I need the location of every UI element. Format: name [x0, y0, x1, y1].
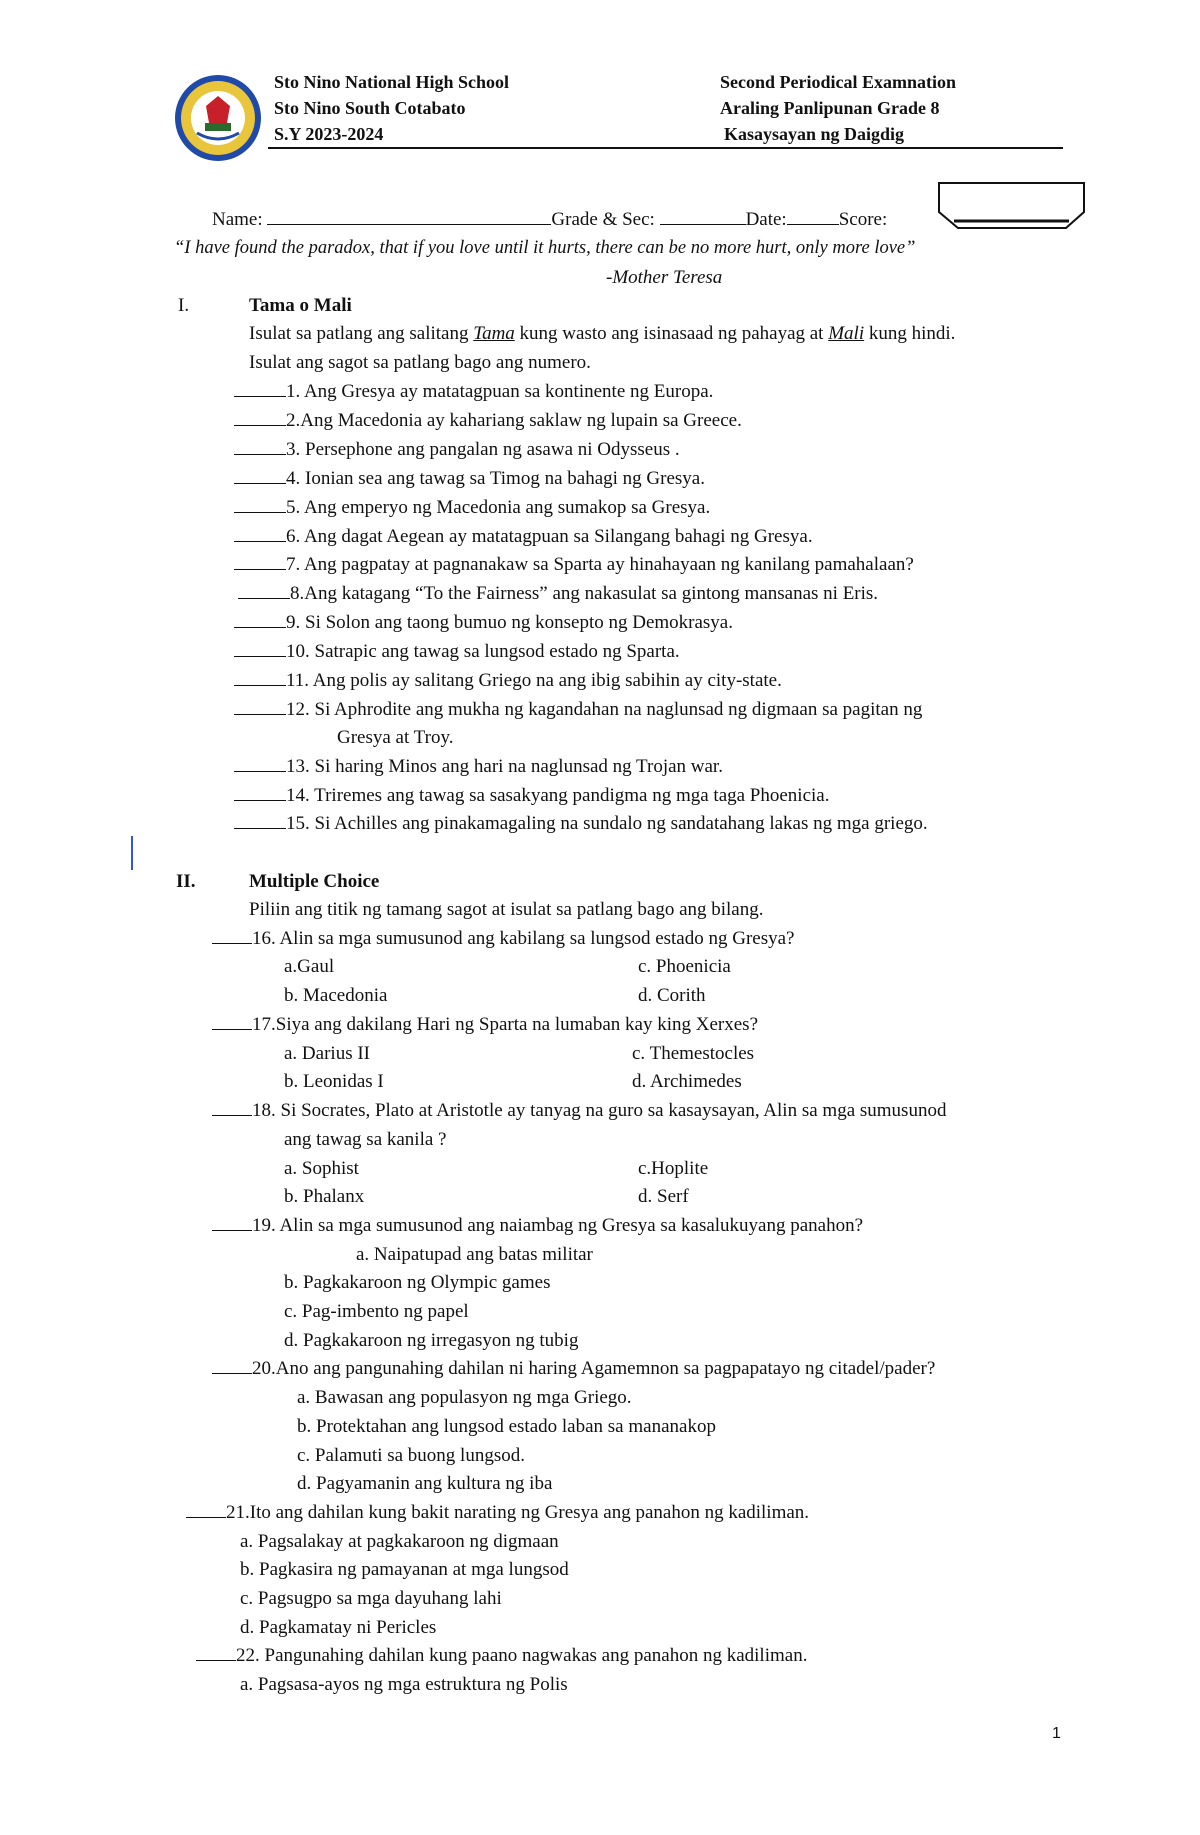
- question-text: 18. Si Socrates, Plato at Aristotle ay tanyag na guro sa kasaysayan, Alin sa mga sumusunod: [252, 1100, 947, 1121]
- item-text: 13. Si haring Minos ang hari na naglunsad ng Trojan war.: [286, 756, 723, 777]
- item-text: 5. Ang emperyo ng Macedonia ang sumakop sa Gresya.: [286, 497, 711, 518]
- section1-title: Tama o Mali: [249, 295, 352, 316]
- text-cursor: [131, 836, 133, 870]
- choice-a[interactable]: a. Naipatupad ang batas militar: [356, 1244, 593, 1265]
- answer-blank[interactable]: [234, 626, 286, 628]
- list-item: [234, 410, 742, 432]
- choice-d[interactable]: d. Corith: [638, 985, 706, 1006]
- question-16: [212, 928, 794, 950]
- question-18: [212, 1100, 946, 1122]
- name-label: Name:: [212, 209, 263, 230]
- list-item: [234, 526, 813, 548]
- choice-a[interactable]: a. Sophist: [284, 1158, 359, 1179]
- subject-title: Araling Panlipunan Grade 8: [720, 98, 940, 118]
- section2-numeral: II.: [176, 871, 196, 892]
- list-item: [234, 641, 680, 663]
- choice-b[interactable]: b. Macedonia: [284, 985, 388, 1006]
- choice-d[interactable]: d. Pagkamatay ni Pericles: [240, 1617, 437, 1638]
- choice-c[interactable]: c.Hoplite: [638, 1158, 709, 1179]
- answer-blank[interactable]: [196, 1659, 236, 1661]
- answer-blank[interactable]: [212, 942, 252, 944]
- list-item: [234, 439, 680, 461]
- school-seal: [173, 73, 263, 163]
- quote-text: “I have found the paradox, that if you love until it hurts, there can be no more hurt, only more love”: [174, 238, 916, 258]
- question-17: [212, 1014, 758, 1036]
- question-text: 22. Pangunahing dahilan kung paano nagwakas ang panahon ng kadiliman.: [236, 1645, 808, 1666]
- section1-instruction-2: Isulat ang sagot sa patlang bago ang numero.: [249, 352, 591, 373]
- choice-c[interactable]: c. Pagsugpo sa mga dayuhang lahi: [240, 1588, 502, 1609]
- item-text: 2.Ang Macedonia ay kahariang saklaw ng lupain sa Greece.: [286, 410, 742, 431]
- question-18-continuation: ang tawag sa kanila ?: [284, 1129, 447, 1150]
- date-field[interactable]: [787, 223, 839, 225]
- answer-blank[interactable]: [234, 395, 286, 397]
- choice-b[interactable]: b. Pagkasira ng pamayanan at mga lungsod: [240, 1559, 569, 1580]
- list-item: [234, 785, 830, 807]
- choice-c[interactable]: c. Phoenicia: [638, 956, 731, 977]
- choice-d[interactable]: d. Pagyamanin ang kultura ng iba: [297, 1473, 553, 1494]
- choice-a[interactable]: a. Darius II: [284, 1043, 370, 1064]
- school-location: Sto Nino South Cotabato: [274, 98, 466, 118]
- answer-blank[interactable]: [234, 770, 286, 772]
- answer-blank[interactable]: [212, 1229, 252, 1231]
- list-item: [234, 381, 713, 403]
- item-text: 7. Ang pagpatay at pagnanakaw sa Sparta ay hinahayaan ng kanilang pamahalaan?: [286, 554, 914, 575]
- choice-c[interactable]: c. Palamuti sa buong lungsod.: [297, 1445, 525, 1466]
- instr-part: Isulat sa patlang ang salitang: [249, 323, 474, 344]
- choice-d[interactable]: d. Archimedes: [632, 1071, 742, 1092]
- answer-blank[interactable]: [234, 453, 286, 455]
- choice-a[interactable]: a. Pagsalakay at pagkakaroon ng digmaan: [240, 1531, 559, 1552]
- choice-c[interactable]: c. Pag-imbento ng papel: [284, 1301, 469, 1322]
- answer-blank[interactable]: [234, 655, 286, 657]
- answer-blank[interactable]: [234, 540, 286, 542]
- list-item: [234, 699, 922, 721]
- choice-b[interactable]: b. Pagkakaroon ng Olympic games: [284, 1272, 551, 1293]
- grade-label: Grade & Sec:: [551, 209, 655, 230]
- page-number: 1: [1052, 1725, 1061, 1742]
- grade-field[interactable]: [660, 223, 746, 225]
- student-info-line: [212, 209, 887, 231]
- answer-blank[interactable]: [234, 799, 286, 801]
- answer-blank[interactable]: [234, 684, 286, 686]
- choice-b[interactable]: b. Protektahan ang lungsod estado laban sa mananakop: [297, 1416, 716, 1437]
- answer-blank[interactable]: [234, 827, 286, 829]
- answer-blank[interactable]: [234, 511, 286, 513]
- answer-blank[interactable]: [186, 1516, 226, 1518]
- item-text: 15. Si Achilles ang pinakamagaling na sundalo ng sandatahang lakas ng mga griego.: [286, 813, 928, 834]
- question-text: 21.Ito ang dahilan kung bakit narating ng Gresya ang panahon ng kadiliman.: [226, 1502, 810, 1523]
- choice-c[interactable]: c. Themestocles: [632, 1043, 755, 1064]
- topic-title: Kasaysayan ng Daigdig: [724, 124, 905, 144]
- choice-b[interactable]: b. Phalanx: [284, 1186, 365, 1207]
- question-text: 19. Alin sa mga sumusunod ang naiambag ng Gresya sa kasalukuyang panahon?: [252, 1215, 864, 1236]
- instr-part: kung wasto ang isinasaad ng pahayag at: [514, 323, 829, 344]
- choice-d[interactable]: d. Pagkakaroon ng irregasyon ng tubig: [284, 1330, 579, 1351]
- item-text: 1. Ang Gresya ay matatagpuan sa kontinente ng Europa.: [286, 381, 714, 402]
- item-text: 4. Ionian sea ang tawag sa Timog na bahagi ng Gresya.: [286, 468, 705, 489]
- choice-a[interactable]: a. Bawasan ang populasyon ng mga Griego.: [297, 1387, 632, 1408]
- question-text: 16. Alin sa mga sumusunod ang kabilang sa lungsod estado ng Gresya?: [252, 928, 795, 949]
- score-box[interactable]: [938, 182, 1086, 230]
- answer-blank[interactable]: [212, 1372, 252, 1374]
- section1-instruction: [249, 323, 955, 345]
- choice-d[interactable]: d. Serf: [638, 1186, 689, 1207]
- quote-author: -Mother Teresa: [606, 267, 723, 288]
- exam-title: Second Periodical Examnation: [720, 72, 957, 92]
- item-text: 8.Ang katagang “To the Fairness” ang nakasulat sa gintong mansanas ni Eris.: [290, 583, 879, 604]
- list-item: [234, 612, 733, 634]
- answer-blank[interactable]: [234, 424, 286, 426]
- answer-blank[interactable]: [212, 1028, 252, 1030]
- answer-blank[interactable]: [234, 568, 286, 570]
- choice-a[interactable]: a. Pagsasa-ayos ng mga estruktura ng Polis: [240, 1674, 568, 1695]
- item-text: 12. Si Aphrodite ang mukha ng kagandahan na naglunsad ng digmaan sa pagitan ng: [286, 699, 923, 720]
- school-year: S.Y 2023-2024: [274, 124, 384, 144]
- name-field[interactable]: [267, 223, 551, 225]
- choice-b[interactable]: b. Leonidas I: [284, 1071, 384, 1092]
- item-text: 11. Ang polis ay salitang Griego na ang ibig sabihin ay city-state.: [286, 670, 782, 691]
- answer-blank[interactable]: [238, 597, 290, 599]
- score-label: Score:: [838, 209, 888, 230]
- question-19: [212, 1215, 863, 1237]
- list-item: [238, 583, 878, 605]
- item-text: 10. Satrapic ang tawag sa lungsod estado ng Sparta.: [286, 641, 680, 662]
- section2-instruction: Piliin ang titik ng tamang sagot at isulat sa patlang bago ang bilang.: [249, 899, 764, 920]
- item-text: 9. Si Solon ang taong bumuo ng konsepto ng Demokrasya.: [286, 612, 733, 633]
- instr-mali: Mali: [828, 323, 865, 344]
- list-item: [234, 813, 928, 835]
- list-item-continuation: Gresya at Troy.: [337, 727, 454, 748]
- school-name: Sto Nino National High School: [274, 72, 510, 92]
- choice-a[interactable]: a.Gaul: [284, 956, 335, 977]
- question-22: [196, 1645, 807, 1667]
- answer-blank[interactable]: [234, 482, 286, 484]
- question-text: 17.Siya ang dakilang Hari ng Sparta na lumaban kay king Xerxes?: [252, 1014, 758, 1035]
- list-item: [234, 497, 710, 519]
- question-text: 20.Ano ang pangunahing dahilan ni haring Agamemnon sa pagpapatayo ng citadel/pader?: [252, 1358, 936, 1379]
- section2-title: Multiple Choice: [249, 871, 380, 892]
- section1-numeral: I.: [178, 295, 190, 316]
- question-20: [212, 1358, 935, 1380]
- list-item: [234, 756, 723, 778]
- header-divider: [268, 147, 1063, 149]
- list-item: [234, 554, 914, 576]
- item-text: 14. Triremes ang tawag sa sasakyang pandigma ng mga taga Phoenicia.: [286, 785, 830, 806]
- list-item: [234, 670, 782, 692]
- instr-part: kung hindi.: [864, 323, 956, 344]
- answer-blank[interactable]: [234, 713, 286, 715]
- item-text: 6. Ang dagat Aegean ay matatagpuan sa Silangang bahagi ng Gresya.: [286, 526, 813, 547]
- date-label: Date:: [745, 209, 787, 230]
- list-item: [234, 468, 705, 490]
- question-21: [186, 1502, 809, 1524]
- answer-blank[interactable]: [212, 1114, 252, 1116]
- instr-tama: Tama: [473, 323, 515, 344]
- item-text: 3. Persephone ang pangalan ng asawa ni Odysseus .: [286, 439, 680, 460]
